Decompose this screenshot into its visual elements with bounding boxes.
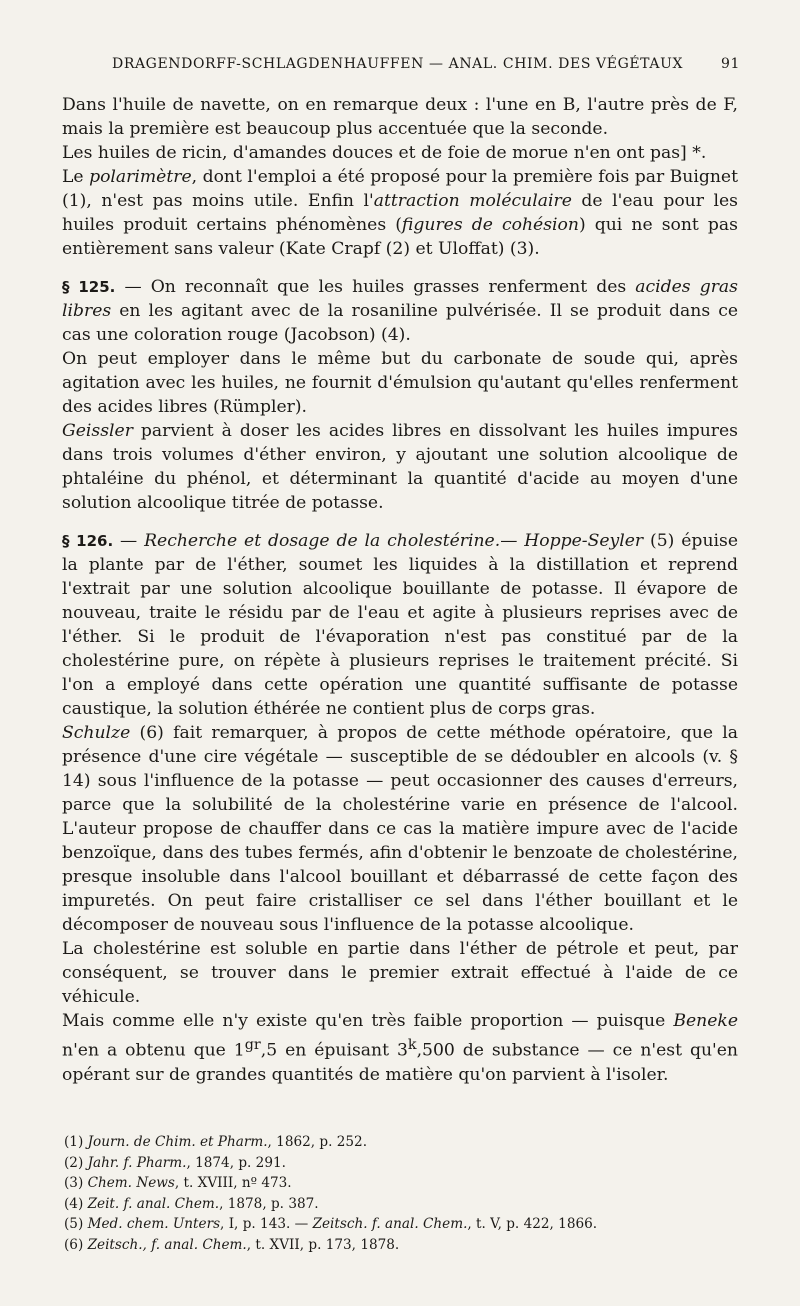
- running-header: [112, 56, 740, 72]
- footnote-detail: , 1862, p. 252.: [267, 1134, 368, 1150]
- italic-author: Schulze: [62, 723, 131, 743]
- footnote-number: (5): [64, 1216, 84, 1232]
- paragraph: [62, 1009, 738, 1087]
- paragraph: [62, 937, 738, 1009]
- footnote-number: (3): [64, 1175, 84, 1191]
- text-run: —: [500, 531, 525, 551]
- paragraph: [62, 93, 738, 141]
- footnote: [64, 1132, 744, 1153]
- text-run: La cholestérine est soluble en partie dans l'éther de pétrole et peut, par conséquent, se trouver dans le premier extrait effectué à l'aide de ce véhicule.: [62, 939, 738, 1007]
- footnote-source: Jahr. f. Pharm.: [87, 1154, 187, 1171]
- superscript: k: [407, 1037, 417, 1053]
- section-title: Recherche et dosage de la cholestérine.: [144, 531, 501, 551]
- footnote-source: Chem. News: [87, 1175, 175, 1191]
- text-run: On peut employer dans le même but du carbonate de soude qui, après agitation avec les huiles, ne fournit d'émulsion qu'autant qu'elles renferment des acides libres (Rümpler).: [62, 349, 738, 417]
- footnote-number: (6): [64, 1236, 84, 1253]
- footnote-number: (1): [64, 1134, 84, 1150]
- main-text: [62, 93, 738, 1087]
- text-run: en les agitant avec de la rosaniline pulvérisée. Il se produit dans ce cas une coloration rouge (Jacobson) (4).: [62, 301, 738, 345]
- footnotes: [64, 1132, 744, 1255]
- text-run: Mais comme elle n'y existe qu'en très faible proportion — puisque: [62, 1011, 674, 1031]
- text-run: (6) fait remarquer, à propos de cette méthode opératoire, que la présence d'une cire végétale — susceptible de se dédoubler en alcools (v. § 14) sous l'influence de la potasse — peut occasionner des causes d'erreurs, parce que la solubilité de la cholestérine varie en présence de l'alcool. L'auteur propose de chauffer dans ce cas la matière impure avec de l'acide benzoïque, dans des tubes fermés, afin d'obtenir le benzoate de cholestérine, presque insoluble dans l'alcool bouillant et débarrassé de cette façon des impuretés. On peut faire cristalliser ce sel dans l'éther bouillant et le décomposer de nouveau sous l'influence de la potasse alcoolique.: [62, 723, 738, 935]
- text-run: ,500 de substance — ce n'est qu'en opérant sur de grandes quantités de matière qu'on parvient à l'isoler.: [62, 1040, 738, 1085]
- footnote: [64, 1173, 744, 1194]
- italic-author: Geissler: [62, 421, 133, 441]
- footnote: [64, 1194, 744, 1215]
- paragraph: [62, 419, 738, 515]
- italic-term: acides gras libres: [62, 277, 738, 321]
- paragraph: [62, 141, 738, 165]
- page-number: 91: [720, 56, 740, 72]
- footnote-source: Journ. de Chim. et Pharm.: [87, 1134, 268, 1150]
- text-run: , dont l'emploi a été proposé pour la première fois par Buignet (1), n'est pas moins utile. Enfin l': [62, 167, 738, 211]
- footnote-number: (2): [64, 1154, 84, 1171]
- footnote-detail: , 1878, p. 387.: [219, 1195, 319, 1212]
- footnote-source: Med. chem. Unters: [87, 1216, 221, 1232]
- footnote-source: Zeit. f. anal. Chem.: [87, 1195, 220, 1212]
- running-title: DRAGENDORFF-SCHLAGDENHAUFFEN — ANAL. CHIM. DES VÉGÉTAUX: [112, 56, 684, 72]
- text-run: Dans l'huile de navette, on en remarque deux : l'une en B, l'autre près de F, mais la première est beaucoup plus accentuée que la seconde.: [62, 95, 738, 139]
- italic-author: Hoppe-Seyler: [524, 531, 644, 551]
- italic-author: Beneke: [673, 1011, 738, 1031]
- paragraph: [62, 347, 738, 419]
- text-run: ) qui ne sont pas entièrement sans valeur (Kate Crapf (2) et Uloffat) (3).: [62, 215, 738, 259]
- text-run: ,5 en épuisant 3: [260, 1040, 408, 1061]
- section-number: § 125.: [62, 278, 116, 296]
- footnote: [64, 1235, 744, 1256]
- footnote-detail: , t. XVII, p. 173, 1878.: [246, 1236, 400, 1253]
- footnote-detail: , 1874, p. 291.: [186, 1154, 286, 1171]
- footnote-detail: , t. V, p. 422, 1866.: [467, 1216, 598, 1232]
- section-number: § 126.: [62, 532, 114, 550]
- text-run: — On reconnaît que les huiles grasses renferment des: [115, 277, 636, 297]
- superscript: gr: [244, 1037, 261, 1053]
- footnote: [64, 1214, 744, 1235]
- section-125: [62, 275, 738, 347]
- text-run: n'en a obtenu que 1: [62, 1040, 245, 1061]
- footnote-source: Zeitsch., f. anal. Chem.: [87, 1236, 247, 1253]
- footnote-detail: , I, p. 143. —: [220, 1216, 313, 1232]
- text-run: —: [113, 531, 145, 551]
- text-run: Les huiles de ricin, d'amandes douces et de foie de morue n'en ont pas] *.: [62, 143, 707, 163]
- italic-term: attraction moléculaire: [373, 191, 572, 211]
- italic-term: polarimètre: [89, 167, 192, 187]
- text-run: Le: [62, 167, 90, 187]
- text-run: (5) épuise la plante par de l'éther, soumet les liquides à la distillation et reprend l'extrait par une solution alcoolique bouillante de potasse. Il évapore de nouveau, traite le résidu par de l'eau et agite à plusieurs reprises avec de l'éther. Si le produit de l'évaporation n'est pas constitué par de la cholestérine pure, on répète à plusieurs reprises le traitement précité. Si l'on a employé dans cette opération une quantité suffisante de potasse caustique, la solution éthérée ne contient plus de corps gras.: [62, 531, 738, 719]
- section-126: [62, 529, 738, 721]
- italic-term: figures de cohésion: [401, 215, 579, 235]
- footnote: [64, 1153, 744, 1174]
- paragraph: [62, 165, 738, 261]
- paragraph: [62, 721, 738, 937]
- footnote-number: (4): [64, 1195, 84, 1212]
- text-run: parvient à doser les acides libres en dissolvant les huiles impures dans trois volumes d'éther environ, y ajoutant une solution alcoolique de phtaléine du phénol, et déterminant la quantité d'acide au moyen d'une solution alcoolique titrée de potasse.: [62, 421, 738, 513]
- footnote-source: Zeitsch. f. anal. Chem.: [312, 1216, 468, 1232]
- footnote-detail: , t. XVIII, nº 473.: [174, 1175, 292, 1191]
- text-run: de l'eau pour les huiles produit certains phénomènes (: [62, 191, 738, 235]
